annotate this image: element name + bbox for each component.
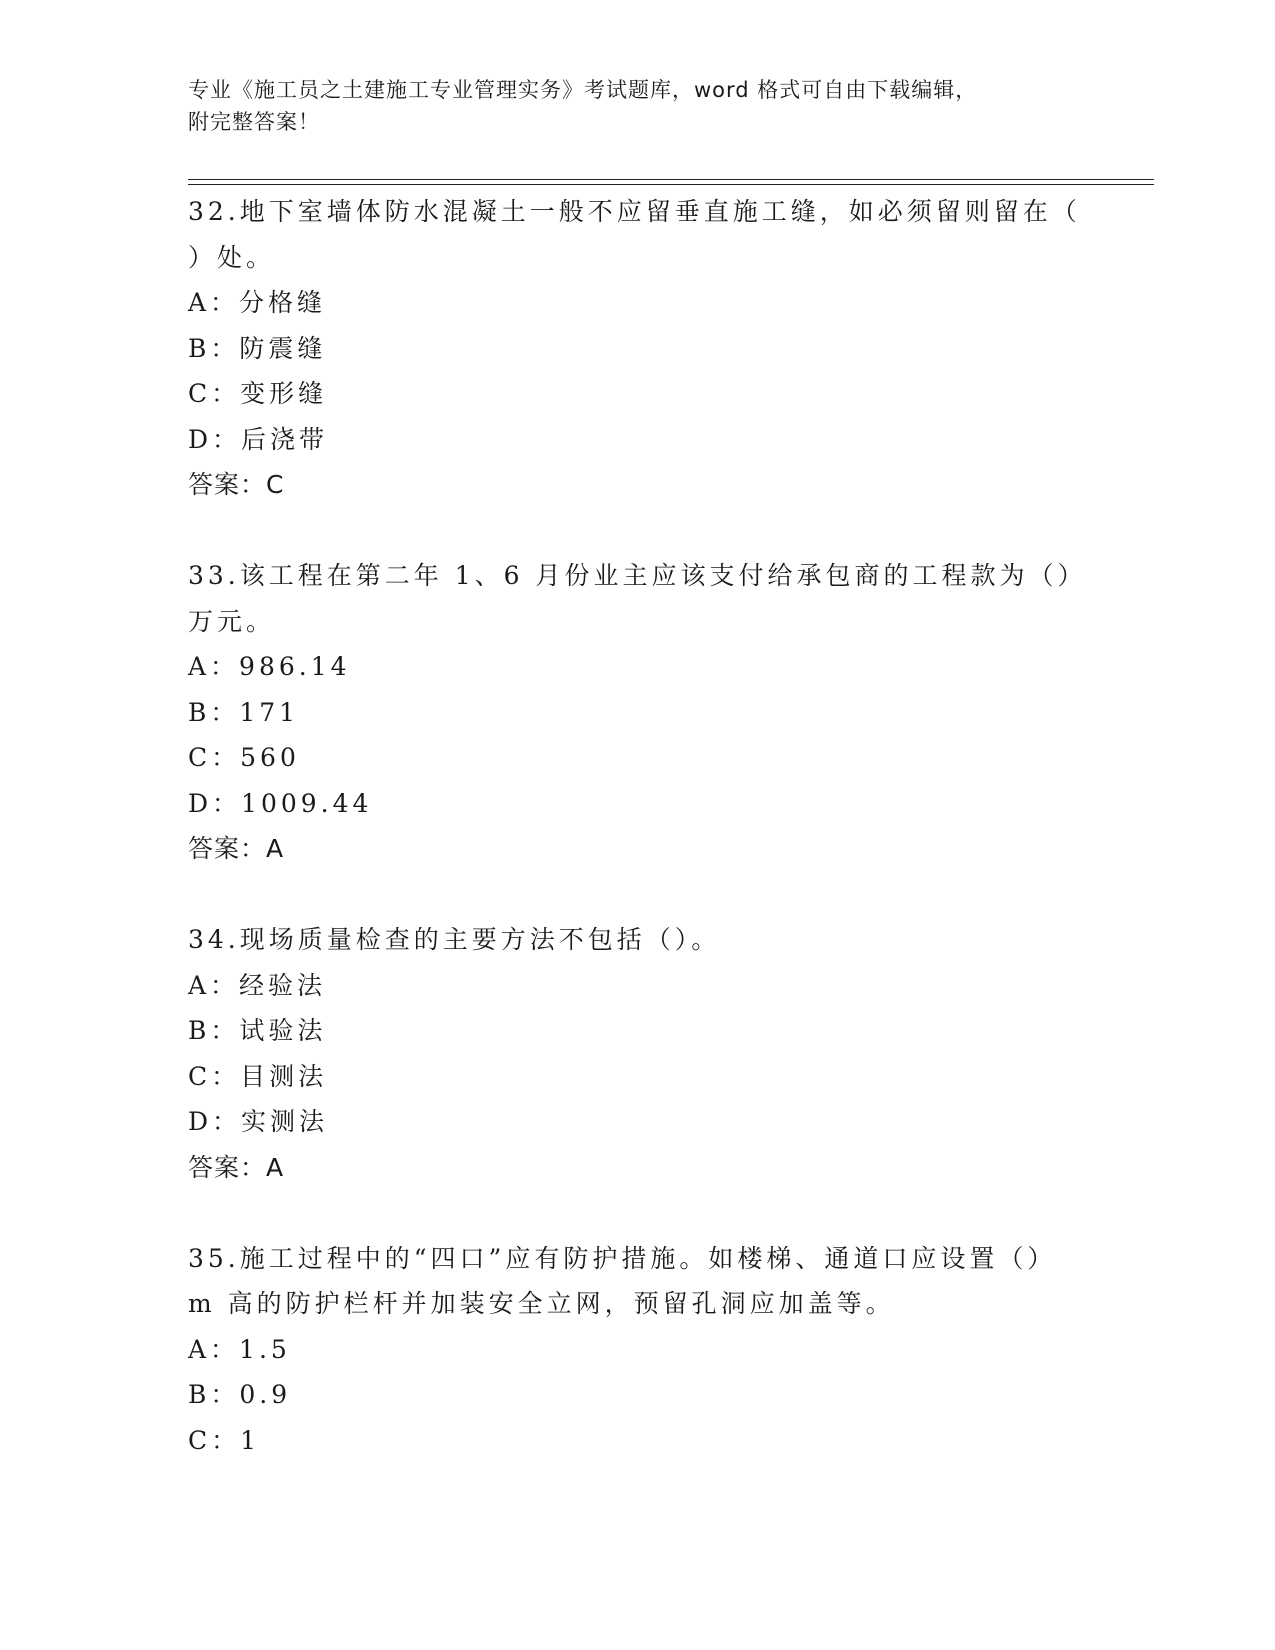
spacer: [188, 1190, 1088, 1236]
header-line-1: 专业《施工员之土建施工专业管理实务》考试题库，word 格式可自由下载编辑，: [188, 78, 978, 102]
question-text: 33.该工程在第二年 1、6 月份业主应该支付给承包商的工程款为（）: [188, 561, 1087, 590]
option-a: A：1.5: [188, 1334, 291, 1364]
option-c: C：1: [188, 1425, 261, 1455]
question-34: [188, 917, 1088, 1190]
document-header: [188, 74, 1088, 138]
question-text: 35.施工过程中的“四口”应有防护措施。如楼梯、通道口应设置（）: [188, 1243, 1057, 1273]
spacer: [188, 508, 1088, 554]
option-c: C：560: [188, 743, 300, 772]
header-divider-bottom: [188, 184, 1154, 185]
answer-line: 答案：C: [188, 470, 285, 499]
option-a: A：986.14: [188, 652, 351, 681]
question-list: [188, 189, 1088, 1463]
option-b: B：防震缝: [188, 333, 327, 363]
option-c: C：目测法: [188, 1061, 328, 1091]
question-33: [188, 553, 1088, 872]
question-text: m 高的防护栏杆并加装安全立网，预留孔洞应加盖等。: [188, 1289, 895, 1318]
option-b: B：试验法: [188, 1016, 327, 1045]
option-b: B：0.9: [188, 1380, 292, 1409]
question-text: 32.地下室墙体防水混凝土一般不应留垂直施工缝，如必须留则留在（: [188, 197, 1081, 226]
option-d: D：后浇带: [188, 424, 329, 454]
question-32: [188, 189, 1088, 508]
option-a: A：经验法: [188, 970, 327, 1000]
question-text: ）处。: [188, 242, 276, 272]
option-c: C：变形缝: [188, 379, 328, 408]
option-a: A：分格缝: [188, 288, 327, 317]
header-line-2: 附完整答案！: [188, 110, 320, 134]
option-d: D：实测法: [188, 1107, 329, 1136]
option-b: B：171: [188, 697, 300, 727]
question-text: 34.现场质量检查的主要方法不包括（）。: [188, 925, 721, 954]
question-text: 万元。: [188, 606, 276, 636]
answer-line: 答案：A: [188, 1152, 285, 1182]
header-divider-top: [188, 179, 1154, 180]
answer-line: 答案：A: [188, 834, 285, 863]
question-35: [188, 1236, 1088, 1464]
option-d: D：1009.44: [188, 788, 373, 818]
spacer: [188, 872, 1088, 918]
